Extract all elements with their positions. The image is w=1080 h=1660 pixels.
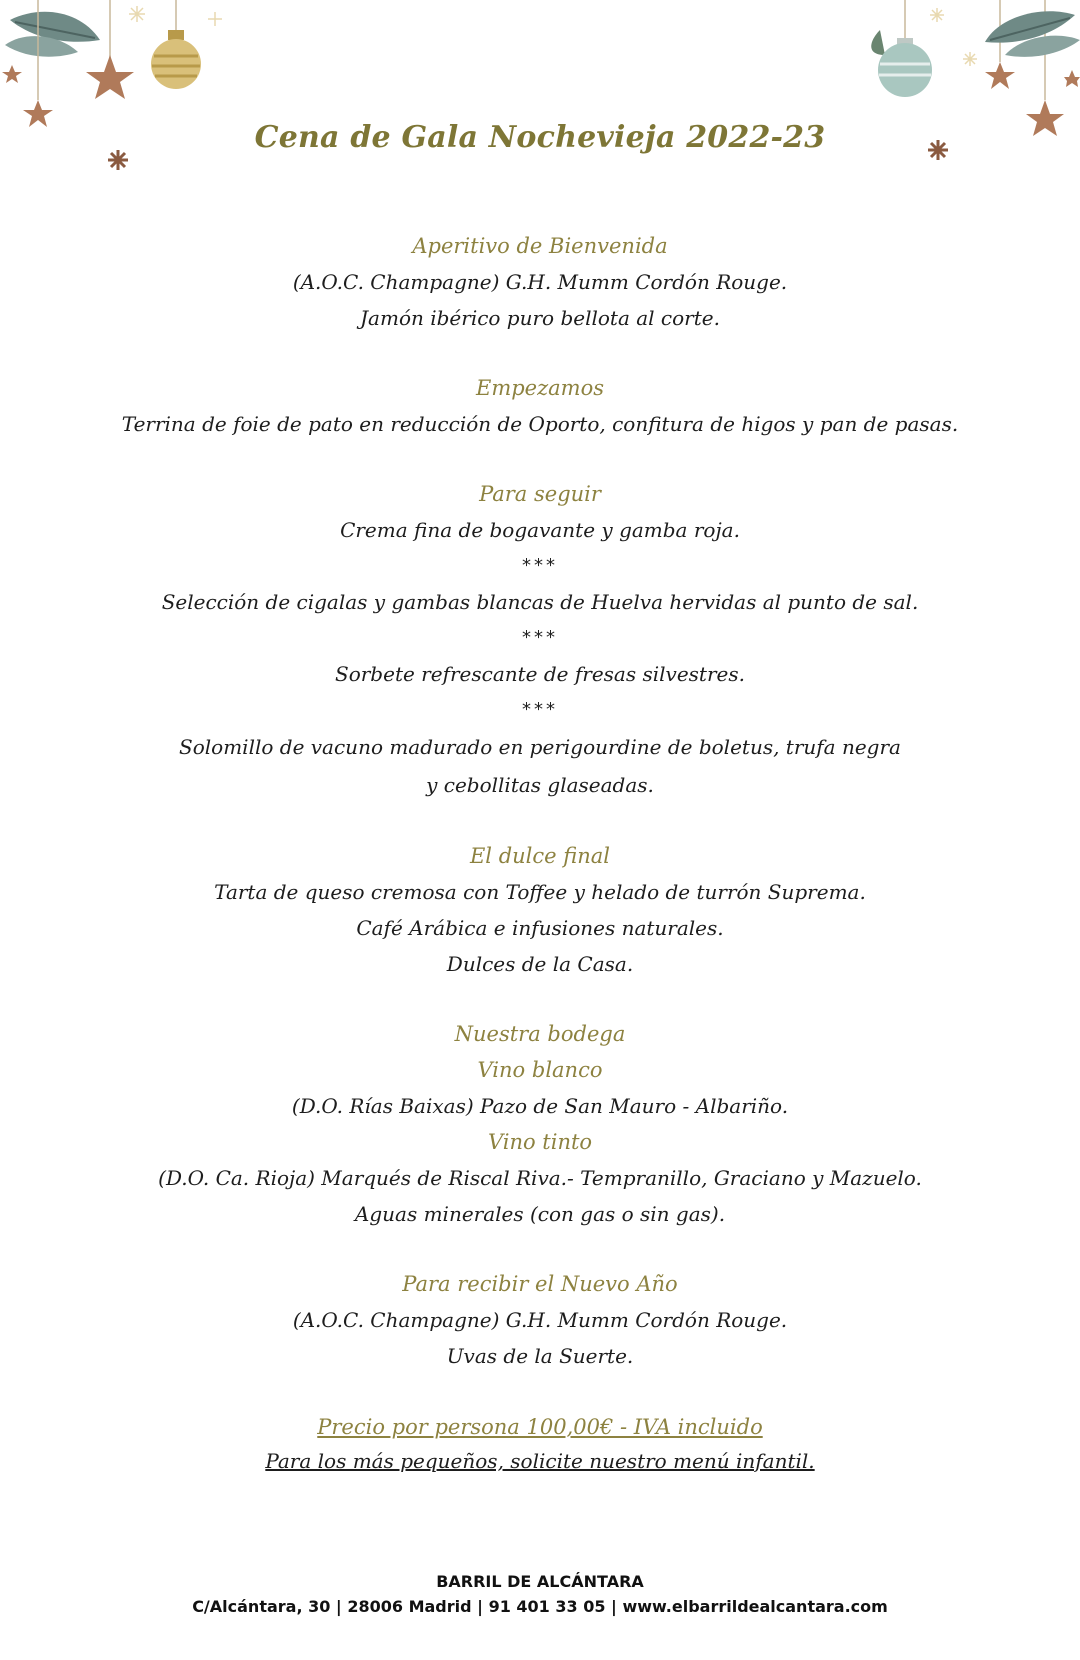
- section-nuevo-ano: [0, 1266, 1080, 1374]
- menu-item: (A.O.C. Champagne) G.H. Mumm Cordón Rouge.: [292, 270, 788, 294]
- sparkle-icons: [129, 6, 977, 66]
- menu-item: Terrina de foie de pato en reducción de Oporto, confitura de higos y pan de pasas.: [121, 412, 959, 436]
- section-aperitivo: [0, 228, 1080, 336]
- menu-item: Dulces de la Casa.: [446, 952, 634, 976]
- restaurant-name: BARRIL DE ALCÁNTARA: [436, 1572, 644, 1591]
- footer: [0, 1570, 1080, 1620]
- menu-item: Selección de cigalas y gambas blancas de Huelva hervidas al punto de sal.: [161, 590, 919, 614]
- menu-item: Solomillo de vacuno madurado en perigourdine de boletus, trufa negra: [179, 735, 901, 759]
- section-heading: Empezamos: [475, 376, 605, 400]
- section-heading: Nuestra bodega: [454, 1022, 626, 1046]
- menu-content: [0, 118, 1080, 1478]
- menu-item: (A.O.C. Champagne) G.H. Mumm Cordón Rouge.: [292, 1308, 788, 1332]
- subsection-heading-vino-blanco: Vino blanco: [477, 1058, 603, 1082]
- leaf-branch-left-icon: [5, 12, 100, 57]
- menu-item: y cebollitas glaseadas.: [426, 773, 654, 797]
- section-heading: Para recibir el Nuevo Año: [402, 1272, 678, 1296]
- menu-item: Jamón ibérico puro bellota al corte.: [360, 306, 720, 330]
- section-heading: Para seguir: [479, 482, 601, 506]
- price-note: Precio por persona 100,00€ - IVA incluido: [317, 1415, 763, 1439]
- subsection-heading-vino-tinto: Vino tinto: [487, 1130, 593, 1154]
- menu-item: Sorbete refrescante de fresas silvestres.: [335, 662, 745, 686]
- section-para-seguir: [0, 476, 1080, 804]
- leaf-branch-right-icon: [985, 11, 1080, 57]
- menu-item: Crema fina de bogavante y gamba roja.: [340, 518, 740, 542]
- menu-item: (D.O. Ca. Rioja) Marqués de Riscal Riva.- Tempranillo, Graciano y Mazuelo.: [158, 1166, 922, 1190]
- menu-item: Café Arábica e infusiones naturales.: [356, 916, 724, 940]
- section-empezamos: [0, 370, 1080, 442]
- separator: ***: [522, 627, 558, 648]
- separator: ***: [522, 699, 558, 720]
- section-heading: Aperitivo de Bienvenida: [412, 234, 668, 258]
- menu-item: Aguas minerales (con gas o sin gas).: [354, 1202, 726, 1226]
- page-title: Cena de Gala Nochevieja 2022-23: [254, 120, 826, 155]
- section-bodega: [0, 1016, 1080, 1232]
- kids-menu-note: Para los más pequeños, solicite nuestro menú infantil.: [265, 1449, 815, 1473]
- section-dulce-final: [0, 838, 1080, 982]
- menu-item: (D.O. Rías Baixas) Pazo de San Mauro - Albariño.: [291, 1094, 789, 1118]
- gold-bauble-icon: [151, 30, 201, 89]
- menu-item: Uvas de la Suerte.: [446, 1344, 634, 1368]
- restaurant-address: C/Alcántara, 30 | 28006 Madrid | 91 401 33 05 | www.elbarrildealcantara.com: [192, 1597, 888, 1616]
- menu-item: Tarta de queso cremosa con Toffee y helado de turrón Suprema.: [214, 880, 866, 904]
- separator: ***: [522, 555, 558, 576]
- mint-bauble-icon: [871, 30, 932, 97]
- section-heading: El dulce final: [469, 844, 611, 868]
